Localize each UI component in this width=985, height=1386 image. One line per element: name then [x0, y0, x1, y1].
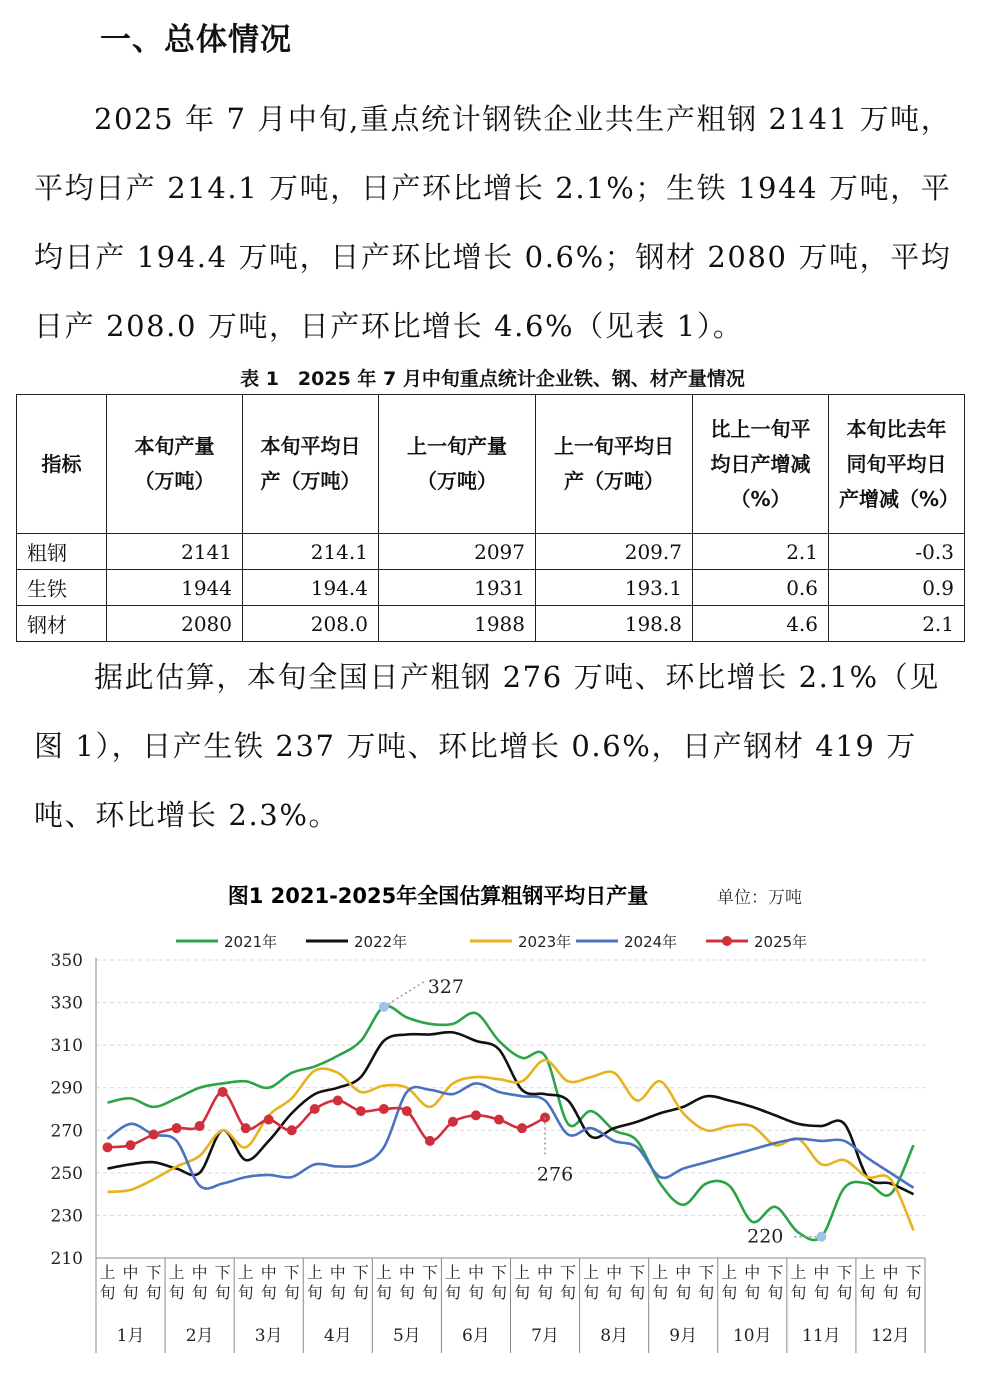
- table-cell: 4.6: [693, 606, 829, 642]
- x-tick-label: 旬: [99, 1283, 116, 1302]
- estimate-text: 据此估算，本旬全国日产粗钢 276 万吨、环比增长 2.1%（见图 1），日产生铁 237 万吨、环比增长 0.6%，日产钢材 419 万吨、环比增长 2.3%。: [34, 660, 940, 832]
- x-tick-label: 上: [237, 1263, 254, 1282]
- month-label: 5月: [392, 1326, 421, 1346]
- series-2025-point: [356, 1106, 366, 1116]
- series-2025-point: [126, 1140, 136, 1150]
- x-tick-label: 旬: [905, 1283, 922, 1302]
- x-tick-label: 旬: [744, 1283, 761, 1302]
- x-tick-label: 下: [421, 1263, 438, 1282]
- x-tick-label: 上: [790, 1263, 807, 1282]
- table-cell: 0.6: [693, 570, 829, 606]
- x-tick-label: 旬: [467, 1283, 484, 1302]
- month-label: 4月: [323, 1326, 352, 1346]
- legend-label: 2024年: [624, 933, 678, 951]
- legend-marker: [722, 936, 732, 946]
- table-cell: 1944: [107, 570, 243, 606]
- series-2025-point: [448, 1117, 458, 1127]
- series-2025-point: [471, 1110, 481, 1120]
- table-cell: 2080: [107, 606, 243, 642]
- x-tick-label: 旬: [306, 1283, 323, 1302]
- table-cell: 2097: [379, 534, 536, 570]
- table-cell: 1931: [379, 570, 536, 606]
- y-tick-label: 210: [50, 1249, 83, 1269]
- x-tick-label: 上: [444, 1263, 461, 1282]
- header-previous-daily: 上一旬平均日产（万吨）: [536, 395, 693, 534]
- series-2025-point: [379, 1104, 389, 1114]
- y-tick-label: 330: [50, 993, 83, 1014]
- month-label: 3月: [254, 1326, 283, 1346]
- month-label: 2月: [185, 1326, 214, 1346]
- x-tick-label: 下: [560, 1263, 577, 1282]
- series-2025-point: [310, 1104, 320, 1114]
- x-tick-label: 旬: [790, 1283, 807, 1302]
- annotation-marker: [816, 1232, 826, 1242]
- x-tick-label: 旬: [375, 1283, 392, 1302]
- x-tick-label: 中: [744, 1263, 761, 1282]
- series-2025-point: [264, 1115, 274, 1125]
- month-label: 6月: [462, 1326, 490, 1346]
- series-2025-point: [494, 1115, 504, 1125]
- x-tick-label: 旬: [329, 1283, 346, 1302]
- x-tick-label: 旬: [237, 1283, 254, 1302]
- series-2025-point: [287, 1125, 297, 1135]
- x-tick-label: 上: [583, 1263, 600, 1282]
- x-tick-label: 旬: [537, 1283, 554, 1302]
- x-tick-label: 上: [168, 1263, 185, 1282]
- table-cell: 2.1: [693, 534, 829, 570]
- x-tick-label: 旬: [145, 1283, 162, 1302]
- month-label: 7月: [531, 1326, 559, 1346]
- y-tick-label: 350: [50, 951, 83, 971]
- x-tick-label: 中: [882, 1263, 899, 1282]
- x-tick-label: 下: [836, 1263, 853, 1282]
- legend-label: 2022年: [354, 933, 408, 951]
- month-label: 1月: [116, 1326, 145, 1346]
- month-label: 8月: [600, 1326, 629, 1346]
- x-tick-label: 中: [813, 1263, 830, 1282]
- row-label: 钢材: [17, 606, 107, 642]
- month-label: 12月: [871, 1326, 910, 1346]
- table-cell: 214.1: [243, 534, 379, 570]
- x-tick-label: 下: [145, 1263, 162, 1282]
- annotation-label: 220: [747, 1225, 784, 1248]
- x-tick-label: 上: [859, 1263, 876, 1282]
- x-tick-label: 下: [283, 1263, 300, 1282]
- x-tick-label: 中: [191, 1263, 208, 1282]
- header-indicator: 指标: [17, 395, 107, 534]
- series-2025-point: [402, 1106, 412, 1116]
- header-change-yoy: 本旬比去年同旬平均日产增减（%）: [829, 395, 965, 534]
- x-tick-label: 上: [514, 1263, 531, 1282]
- x-tick-label: 旬: [122, 1283, 139, 1302]
- table-caption: 表 1 2025 年 7 月中旬重点统计企业铁、钢、材产量情况: [240, 368, 745, 390]
- x-tick-label: 旬: [652, 1283, 669, 1302]
- legend-label: 2023年: [518, 933, 572, 951]
- x-tick-label: 旬: [629, 1283, 646, 1302]
- x-tick-label: 旬: [859, 1283, 876, 1302]
- series-2025-point: [241, 1123, 251, 1133]
- summary-text: 2025 年 7 月中旬,重点统计钢铁企业共生产粗钢 2141 万吨，平均日产 214.1 万吨，日产环比增长 2.1%；生铁 1944 万吨，平均日产 194.4 万吨，日产环比增长 0.6%；钢材 2080 万吨，平均日产 208.0 万吨，日产环比增长 4.6%（见表 1）。: [34, 102, 952, 343]
- summary-paragraph: [34, 85, 952, 361]
- x-tick-label: 中: [537, 1263, 554, 1282]
- x-tick-label: 旬: [444, 1283, 461, 1302]
- legend-label: 2025年: [754, 933, 808, 951]
- header-current-daily: 本旬平均日产（万吨）: [243, 395, 379, 534]
- series-2023-line: [108, 1060, 914, 1230]
- y-tick-label: 290: [50, 1078, 83, 1099]
- x-tick-label: 旬: [606, 1283, 623, 1302]
- x-tick-label: 旬: [767, 1283, 784, 1302]
- chart-unit-label: 单位：万吨: [717, 888, 802, 908]
- x-tick-label: 下: [490, 1263, 507, 1282]
- annotation-leader: [384, 982, 424, 1007]
- table-header-row: [17, 395, 965, 534]
- x-tick-label: 下: [629, 1263, 646, 1282]
- header-current-output: 本旬产量（万吨）: [107, 395, 243, 534]
- series-2025-point: [517, 1123, 527, 1133]
- series-2025-point: [425, 1136, 435, 1146]
- x-tick-label: 旬: [490, 1283, 507, 1302]
- x-tick-label: 旬: [191, 1283, 208, 1302]
- x-tick-label: 下: [352, 1263, 369, 1282]
- x-tick-label: 旬: [813, 1283, 830, 1302]
- y-tick-label: 230: [50, 1206, 83, 1227]
- estimate-paragraph: [34, 643, 952, 850]
- x-tick-label: 下: [698, 1263, 715, 1282]
- x-tick-label: 上: [375, 1263, 392, 1282]
- table-cell: 194.4: [243, 570, 379, 606]
- table-cell: -0.3: [829, 534, 965, 570]
- x-tick-label: 下: [905, 1263, 922, 1282]
- x-tick-label: 旬: [260, 1283, 277, 1302]
- x-tick-label: 旬: [882, 1283, 899, 1302]
- x-tick-label: 旬: [560, 1283, 577, 1302]
- table-row: [17, 606, 965, 642]
- series-2022-line: [108, 1032, 914, 1194]
- x-tick-label: 下: [214, 1263, 231, 1282]
- x-tick-label: 中: [675, 1263, 692, 1282]
- x-tick-label: 旬: [421, 1283, 438, 1302]
- table-cell: 2.1: [829, 606, 965, 642]
- series-2025-point: [172, 1123, 182, 1133]
- x-tick-label: 旬: [168, 1283, 185, 1302]
- x-tick-label: 中: [260, 1263, 277, 1282]
- x-tick-label: 旬: [352, 1283, 369, 1302]
- table-cell: 209.7: [536, 534, 693, 570]
- month-label: 9月: [669, 1326, 698, 1346]
- x-tick-label: 旬: [721, 1283, 738, 1302]
- annotation-label: 276: [536, 1163, 574, 1186]
- series-2025-point: [195, 1121, 205, 1131]
- x-tick-label: 旬: [514, 1283, 531, 1302]
- table-cell: 193.1: [536, 570, 693, 606]
- x-tick-label: 上: [721, 1263, 738, 1282]
- header-change-prev: 比上一旬平均日产增减（%）: [693, 395, 829, 534]
- daily-output-chart: [0, 860, 985, 1360]
- x-tick-label: 旬: [698, 1283, 715, 1302]
- table-cell: 198.8: [536, 606, 693, 642]
- production-table: [16, 394, 965, 642]
- x-tick-label: 旬: [398, 1283, 415, 1302]
- header-previous-output: 上一旬产量（万吨）: [379, 395, 536, 534]
- x-tick-label: 中: [606, 1263, 623, 1282]
- x-tick-label: 中: [398, 1263, 415, 1282]
- series-2025-point: [218, 1087, 228, 1097]
- x-tick-label: 上: [306, 1263, 323, 1282]
- annotation-marker: [379, 1002, 389, 1012]
- x-tick-label: 下: [767, 1263, 784, 1282]
- x-tick-label: 中: [122, 1263, 139, 1282]
- month-label: 11月: [802, 1326, 841, 1346]
- table-cell: 208.0: [243, 606, 379, 642]
- x-tick-label: 旬: [675, 1283, 692, 1302]
- table-row: [17, 534, 965, 570]
- series-2025-point: [333, 1095, 343, 1105]
- x-tick-label: 旬: [214, 1283, 231, 1302]
- section-heading: 一、总体情况: [100, 22, 292, 58]
- x-tick-label: 旬: [583, 1283, 600, 1302]
- table-row: [17, 570, 965, 606]
- annotation-label: 327: [427, 975, 464, 998]
- x-tick-label: 上: [652, 1263, 669, 1282]
- table-cell: 1988: [379, 606, 536, 642]
- row-label: 粗钢: [17, 534, 107, 570]
- y-tick-label: 270: [50, 1121, 83, 1142]
- x-tick-label: 旬: [836, 1283, 853, 1302]
- x-tick-label: 中: [467, 1263, 484, 1282]
- table-cell: 2141: [107, 534, 243, 570]
- y-tick-label: 250: [50, 1163, 83, 1184]
- x-tick-label: 中: [329, 1263, 346, 1282]
- x-tick-label: 上: [99, 1263, 116, 1282]
- chart-title: 图1 2021-2025年全国估算粗钢平均日产量: [227, 884, 649, 908]
- series-2025-point: [103, 1142, 113, 1152]
- series-2025-point: [149, 1130, 159, 1140]
- legend-label: 2021年: [224, 933, 278, 951]
- y-tick-label: 310: [50, 1036, 83, 1057]
- row-label: 生铁: [17, 570, 107, 606]
- table-cell: 0.9: [829, 570, 965, 606]
- month-label: 10月: [732, 1326, 772, 1346]
- x-tick-label: 旬: [283, 1283, 300, 1302]
